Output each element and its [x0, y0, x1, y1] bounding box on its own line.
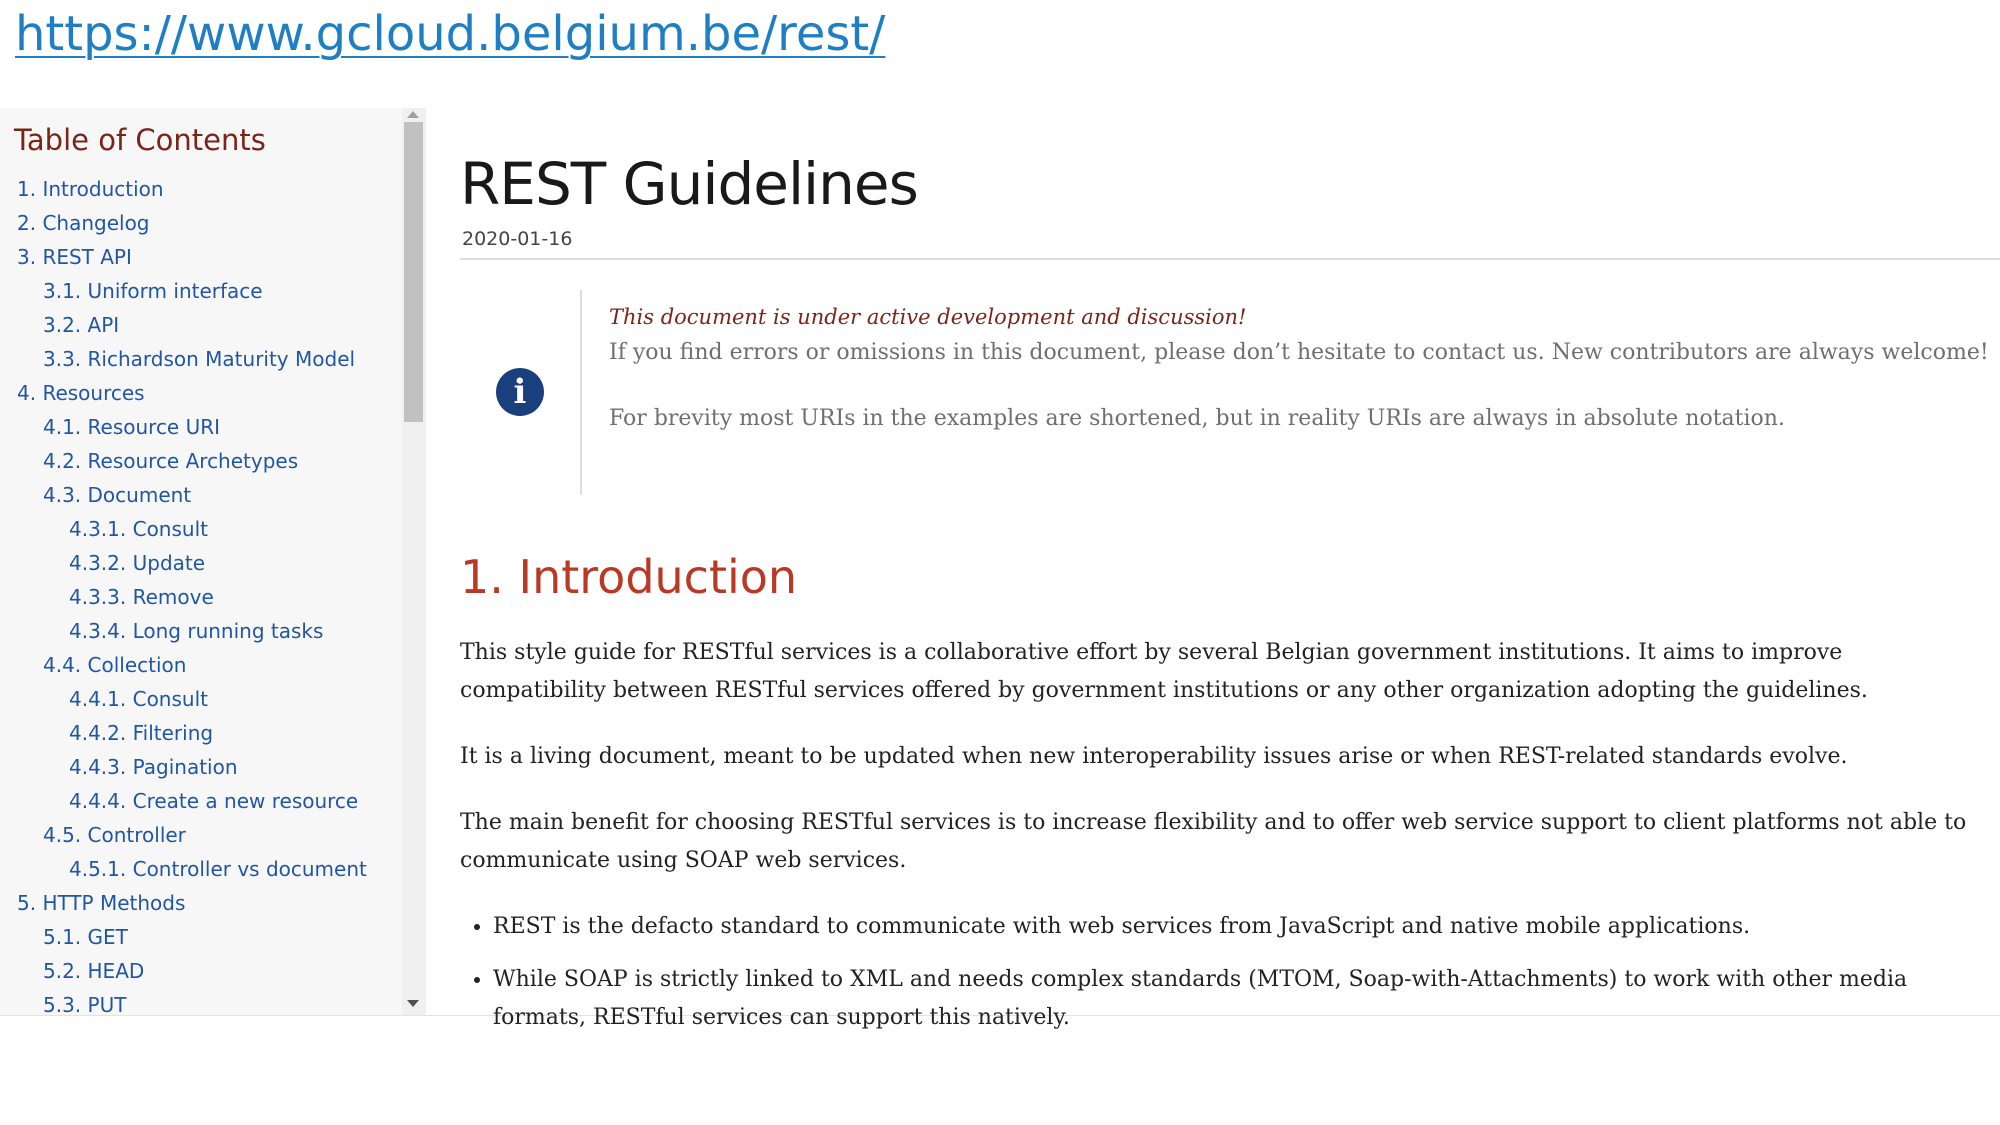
- body-paragraph: It is a living document, meant to be updated when new interoperability issues arise or when REST-related standards evolve.: [460, 744, 1848, 769]
- toc-item-document-consult[interactable]: 4.3.1. Consult: [69, 517, 208, 541]
- toc-item-pagination[interactable]: 4.4.3. Pagination: [69, 755, 238, 779]
- toc-item-introduction[interactable]: 1. Introduction: [17, 177, 164, 201]
- info-circle-icon: i: [496, 368, 544, 416]
- toc-item-changelog[interactable]: 2. Changelog: [17, 211, 150, 235]
- toc-item-get[interactable]: 5.1. GET: [43, 925, 128, 949]
- toc-item-controller-vs-document[interactable]: 4.5.1. Controller vs document: [69, 857, 367, 881]
- admonition-paragraph: If you find errors or omissions in this document, please don’t hesitate to contact us. New contributors are always welcome!: [609, 340, 1989, 365]
- toc-item-resource-archetypes[interactable]: 4.2. Resource Archetypes: [43, 449, 299, 473]
- scroll-up-arrow-icon[interactable]: [407, 111, 419, 118]
- body-paragraph: The main benefit for choosing RESTful services is to increase flexibility and to offer web service support to client platforms not able to communicate using SOAP web services.: [460, 810, 1967, 873]
- gcloud-rest-url-link[interactable]: https://www.gcloud.belgium.be/rest/: [15, 6, 886, 62]
- browser-viewport: [0, 108, 2000, 1030]
- body-paragraph: This style guide for RESTful services is a collaborative effort by several Belgian government institutions. It aims to improve compatibility between RESTful services offered by government institutions or any other organization adopting the guidelines.: [460, 640, 1868, 703]
- toc-item-document-remove[interactable]: 4.3.3. Remove: [69, 585, 214, 609]
- benefits-list: [460, 908, 1990, 1037]
- toc-item-uniform-interface[interactable]: 3.1. Uniform interface: [43, 279, 263, 303]
- admonition-divider: [580, 290, 582, 495]
- toc-item-richardson-maturity-model[interactable]: 3.3. Richardson Maturity Model: [43, 347, 356, 371]
- toc-item-filtering[interactable]: 4.4.2. Filtering: [69, 721, 214, 745]
- section-title-introduction: 1. Introduction: [460, 550, 798, 604]
- toc-item-long-running-tasks[interactable]: 4.3.4. Long running tasks: [69, 619, 324, 643]
- page-title: REST Guidelines: [460, 150, 918, 218]
- introduction-body: [460, 634, 1990, 1052]
- document-content: [460, 108, 2000, 1030]
- admonition-paragraph: For brevity most URIs in the examples are shortened, but in reality URIs are always in absolute notation.: [609, 406, 1785, 431]
- admonition-title: This document is under active development and discussion!: [609, 305, 1247, 329]
- toc-item-api[interactable]: 3.2. API: [43, 313, 120, 337]
- table-of-contents-sidebar: [0, 108, 405, 1015]
- toc-item-http-methods[interactable]: 5. HTTP Methods: [17, 891, 186, 915]
- toc-item-put[interactable]: 5.3. PUT: [43, 993, 127, 1017]
- toc-list: [0, 172, 367, 1022]
- scroll-down-arrow-icon[interactable]: [407, 1000, 419, 1007]
- toc-item-head[interactable]: 5.2. HEAD: [43, 959, 145, 983]
- toc-item-document[interactable]: 4.3. Document: [43, 483, 192, 507]
- toc-item-document-update[interactable]: 4.3.2. Update: [69, 551, 206, 575]
- toc-item-controller[interactable]: 4.5. Controller: [43, 823, 186, 847]
- toc-item-create-new-resource[interactable]: 4.4.4. Create a new resource: [69, 789, 359, 813]
- admonition-note: [609, 300, 1989, 466]
- document-date: 2020-01-16: [462, 228, 573, 250]
- toc-item-rest-api[interactable]: 3. REST API: [17, 245, 132, 269]
- toc-item-resources[interactable]: 4. Resources: [17, 381, 145, 405]
- toc-title: Table of Contents: [14, 123, 266, 157]
- toc-item-collection-consult[interactable]: 4.4.1. Consult: [69, 687, 208, 711]
- toc-scrollbar-thumb[interactable]: [404, 122, 423, 422]
- toc-item-resource-uri[interactable]: 4.1. Resource URI: [43, 415, 221, 439]
- list-item: • REST is the defacto standard to communicate with web services from JavaScript and native mobile applications.: [493, 908, 1990, 946]
- list-item: • While SOAP is strictly linked to XML and needs complex standards (MTOM, Soap-with-Attachments) to work with other media formats, RESTful services can support this natively.: [493, 961, 1990, 1037]
- toc-item-collection[interactable]: 4.4. Collection: [43, 653, 187, 677]
- header-divider: [460, 258, 2000, 260]
